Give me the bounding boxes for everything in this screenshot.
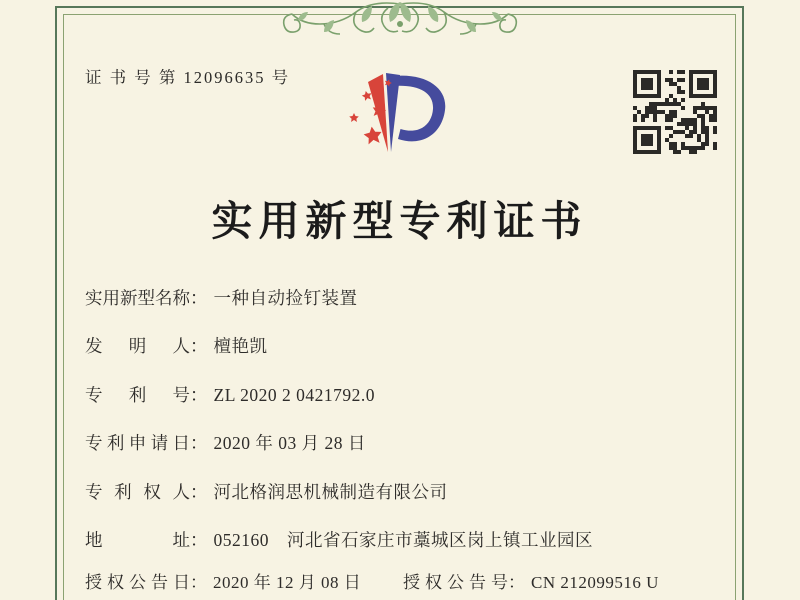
floral-flourish-icon xyxy=(268,0,532,44)
field-label: 专利权人 xyxy=(85,481,190,502)
field-list xyxy=(85,283,730,573)
field-value: 2020 年 12 月 08 日 xyxy=(213,573,362,592)
field-label: 授权公告号 xyxy=(403,573,508,592)
field-colon: ： xyxy=(190,573,207,592)
field-row-patent-number xyxy=(85,380,730,428)
qr-code xyxy=(633,70,717,154)
field-row-address xyxy=(85,525,730,573)
field-value: 052160 河北省石家庄市藁城区岗上镇工业园区 xyxy=(213,529,593,550)
field-value: CN 212099516 U xyxy=(531,573,659,592)
field-value: ZL 2020 2 0421792.0 xyxy=(213,384,375,405)
field-row-utility-model-name xyxy=(85,283,730,331)
field-label: 专利申请日 xyxy=(85,433,190,454)
field-colon: ： xyxy=(190,433,208,454)
field-colon: ： xyxy=(190,481,208,502)
field-colon: ： xyxy=(190,288,208,308)
field-grant-date xyxy=(85,570,361,595)
field-label: 授权公告日 xyxy=(85,573,190,592)
field-row-patentee xyxy=(85,477,730,525)
field-row-filing-date xyxy=(85,428,730,476)
field-label: 地址 xyxy=(85,529,190,550)
cnipa-patent-logo-icon xyxy=(338,58,458,162)
field-colon: ： xyxy=(190,336,208,357)
field-label: 专利号 xyxy=(85,384,190,405)
field-grant-number xyxy=(403,570,659,595)
certificate-title: 实用新型专利证书 xyxy=(211,198,588,244)
field-colon: ： xyxy=(190,529,208,550)
field-label: 发明人 xyxy=(85,336,190,357)
certificate-number: 证 书 号 第 12096635 号 xyxy=(85,68,291,87)
field-value: 一种自动捡钉装置 xyxy=(213,288,358,308)
field-value: 2020 年 03 月 28 日 xyxy=(213,433,366,454)
field-value: 河北格润思机械制造有限公司 xyxy=(213,481,448,502)
field-colon: ： xyxy=(190,384,208,405)
field-colon: ： xyxy=(508,573,525,592)
field-value: 檀艳凯 xyxy=(213,336,268,357)
field-label: 实用新型名称 xyxy=(85,288,190,308)
field-row-inventor xyxy=(85,331,730,379)
